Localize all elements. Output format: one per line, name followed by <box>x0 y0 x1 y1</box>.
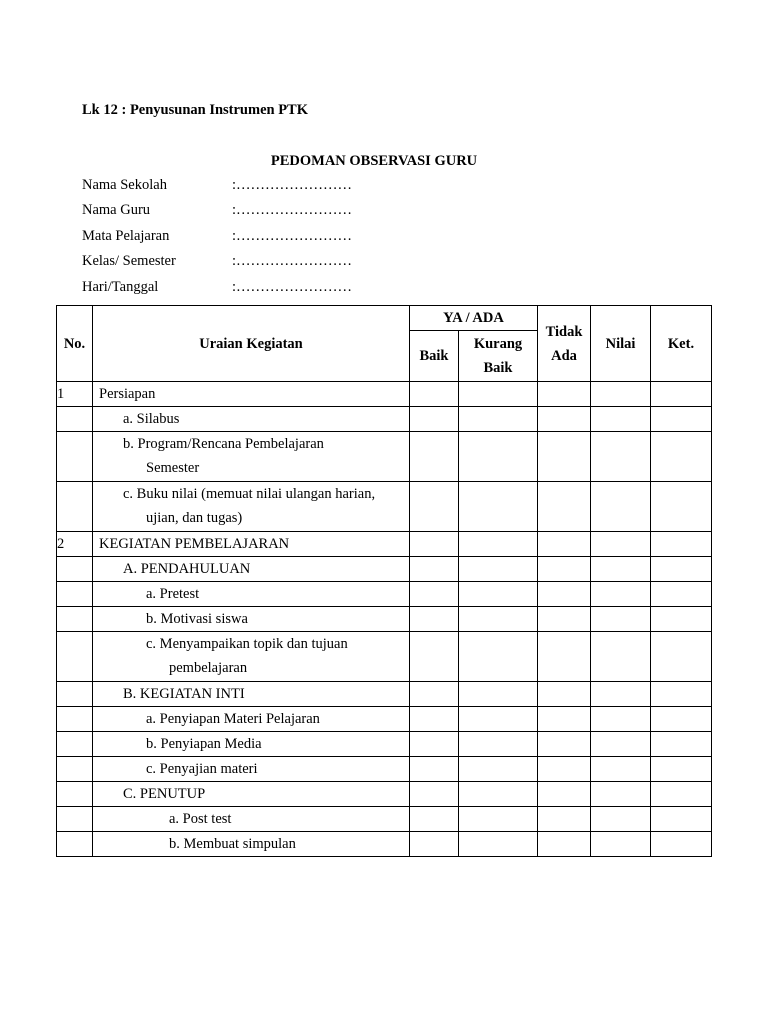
row-activity-text: b. Motivasi siswa <box>146 611 248 627</box>
row-number <box>57 482 93 532</box>
row-number <box>57 407 93 432</box>
row-activity <box>93 707 410 732</box>
table-row <box>57 832 712 857</box>
row-activity-text: c. Menyampaikan topik dan tujuan <box>146 636 348 652</box>
row-activity-text: b. Membuat simpulan <box>169 836 296 852</box>
header-tidak-ada-line2: Ada <box>551 347 577 364</box>
row-activity <box>93 482 410 532</box>
cell-ket[interactable] <box>651 407 712 432</box>
row-number: 1 <box>57 382 93 407</box>
cell-ket[interactable] <box>651 532 712 557</box>
cell-baik[interactable] <box>410 482 459 532</box>
row-activity-text: a. Silabus <box>123 411 180 427</box>
cell-baik[interactable] <box>410 807 459 832</box>
cell-nilai[interactable] <box>591 757 651 782</box>
field-label: Hari/Tanggal <box>82 279 159 295</box>
table-row <box>57 557 712 582</box>
cell-baik[interactable] <box>410 432 459 482</box>
row-activity-text: B. KEGIATAN INTI <box>123 686 245 702</box>
cell-kurang-baik[interactable] <box>459 757 538 782</box>
row-activity-text-cont: pembelajaran <box>169 660 248 676</box>
table-row <box>57 382 712 407</box>
cell-nilai[interactable] <box>591 807 651 832</box>
cell-tidak-ada[interactable] <box>538 732 591 757</box>
row-number: 2 <box>57 532 93 557</box>
cell-nilai[interactable] <box>591 582 651 607</box>
table-row <box>57 482 712 532</box>
cell-kurang-baik[interactable] <box>459 807 538 832</box>
cell-baik[interactable] <box>410 557 459 582</box>
cell-tidak-ada[interactable] <box>538 707 591 732</box>
field-value: :…………………… <box>232 228 353 244</box>
header-baik: Baik <box>410 331 459 382</box>
cell-nilai[interactable] <box>591 782 651 807</box>
table-row <box>57 807 712 832</box>
cell-nilai[interactable] <box>591 557 651 582</box>
row-number <box>57 757 93 782</box>
cell-ket[interactable] <box>651 632 712 682</box>
table-row <box>57 607 712 632</box>
cell-tidak-ada[interactable] <box>538 832 591 857</box>
row-number <box>57 557 93 582</box>
cell-ket[interactable] <box>651 732 712 757</box>
cell-kurang-baik[interactable] <box>459 407 538 432</box>
header-kurang-baik-line2: Baik <box>483 360 513 376</box>
row-activity <box>93 682 410 707</box>
table-row <box>57 732 712 757</box>
row-activity-text-cont: ujian, dan tugas) <box>146 510 243 526</box>
row-activity <box>93 557 410 582</box>
row-number <box>57 832 93 857</box>
header-tidak-ada-line1: Tidak <box>545 323 583 340</box>
table-row <box>57 682 712 707</box>
table-row <box>57 707 712 732</box>
cell-tidak-ada[interactable] <box>538 682 591 707</box>
cell-kurang-baik[interactable] <box>459 782 538 807</box>
row-activity-text: a. Post test <box>169 811 232 827</box>
cell-kurang-baik[interactable] <box>459 682 538 707</box>
header-ket: Ket. <box>651 306 712 382</box>
cell-nilai[interactable] <box>591 382 651 407</box>
row-activity-text: b. Program/Rencana Pembelajaran <box>123 436 324 452</box>
cell-ket[interactable] <box>651 607 712 632</box>
row-activity-text: a. Penyiapan Materi Pelajaran <box>146 711 320 727</box>
row-number <box>57 607 93 632</box>
cell-kurang-baik[interactable] <box>459 732 538 757</box>
header-uraian-kegiatan: Uraian Kegiatan <box>93 306 410 382</box>
row-activity-text-cont: Semester <box>146 460 200 476</box>
row-number <box>57 807 93 832</box>
worksheet-heading: Lk 12 : Penyusunan Instrumen PTK <box>82 102 309 118</box>
header-kurang-baik-line1: Kurang <box>473 336 523 352</box>
row-activity <box>93 582 410 607</box>
row-activity <box>93 532 410 557</box>
header-tidak-ada <box>538 306 591 382</box>
row-number <box>57 632 93 682</box>
cell-ket[interactable] <box>651 432 712 482</box>
cell-tidak-ada[interactable] <box>538 582 591 607</box>
header-kurang-baik <box>459 331 538 382</box>
row-activity-text: Persiapan <box>99 386 156 402</box>
cell-baik[interactable] <box>410 732 459 757</box>
cell-kurang-baik[interactable] <box>459 382 538 407</box>
cell-baik[interactable] <box>410 632 459 682</box>
cell-ket[interactable] <box>651 582 712 607</box>
field-value: :…………………… <box>232 253 353 269</box>
row-number <box>57 707 93 732</box>
cell-nilai[interactable] <box>591 832 651 857</box>
cell-tidak-ada[interactable] <box>538 407 591 432</box>
cell-kurang-baik[interactable] <box>459 707 538 732</box>
row-activity <box>93 432 410 482</box>
cell-ket[interactable] <box>651 832 712 857</box>
cell-tidak-ada[interactable] <box>538 757 591 782</box>
cell-baik[interactable] <box>410 757 459 782</box>
row-activity <box>93 732 410 757</box>
cell-nilai[interactable] <box>591 407 651 432</box>
cell-kurang-baik[interactable] <box>459 532 538 557</box>
header-no: No. <box>57 306 93 382</box>
cell-baik[interactable] <box>410 707 459 732</box>
table-row <box>57 782 712 807</box>
cell-baik[interactable] <box>410 407 459 432</box>
row-activity-text: c. Penyajian materi <box>146 761 258 777</box>
table-row <box>57 757 712 782</box>
field-value: :…………………… <box>232 202 353 218</box>
field-label: Nama Guru <box>82 202 151 218</box>
cell-nilai[interactable] <box>591 732 651 757</box>
table-row <box>57 432 712 482</box>
table-row <box>57 582 712 607</box>
cell-baik[interactable] <box>410 532 459 557</box>
cell-nilai[interactable] <box>591 707 651 732</box>
cell-tidak-ada[interactable] <box>538 382 591 407</box>
field-label: Nama Sekolah <box>82 177 167 193</box>
row-activity <box>93 607 410 632</box>
row-activity-text: c. Buku nilai (memuat nilai ulangan harian, <box>123 486 376 502</box>
observation-table <box>56 305 712 857</box>
cell-baik[interactable] <box>410 682 459 707</box>
row-activity <box>93 782 410 807</box>
cell-ket[interactable] <box>651 382 712 407</box>
cell-kurang-baik[interactable] <box>459 557 538 582</box>
row-number <box>57 432 93 482</box>
cell-nilai[interactable] <box>591 482 651 532</box>
row-activity-text: C. PENUTUP <box>123 786 206 802</box>
cell-nilai[interactable] <box>591 632 651 682</box>
cell-nilai[interactable] <box>591 607 651 632</box>
cell-kurang-baik[interactable] <box>459 432 538 482</box>
field-value: :…………………… <box>232 279 353 295</box>
cell-kurang-baik[interactable] <box>459 482 538 532</box>
cell-ket[interactable] <box>651 782 712 807</box>
cell-baik[interactable] <box>410 832 459 857</box>
field-value: :…………………… <box>232 177 353 193</box>
cell-baik[interactable] <box>410 582 459 607</box>
cell-tidak-ada[interactable] <box>538 807 591 832</box>
cell-ket[interactable] <box>651 757 712 782</box>
cell-nilai[interactable] <box>591 432 651 482</box>
cell-kurang-baik[interactable] <box>459 582 538 607</box>
cell-tidak-ada[interactable] <box>538 782 591 807</box>
cell-tidak-ada[interactable] <box>538 482 591 532</box>
cell-nilai[interactable] <box>591 682 651 707</box>
table-row <box>57 632 712 682</box>
row-number <box>57 732 93 757</box>
row-activity <box>93 832 410 857</box>
cell-ket[interactable] <box>651 557 712 582</box>
cell-tidak-ada[interactable] <box>538 432 591 482</box>
cell-ket[interactable] <box>651 482 712 532</box>
row-activity <box>93 382 410 407</box>
row-number <box>57 682 93 707</box>
cell-baik[interactable] <box>410 607 459 632</box>
row-number <box>57 782 93 807</box>
row-activity-text: a. Pretest <box>146 586 200 602</box>
cell-kurang-baik[interactable] <box>459 607 538 632</box>
row-activity <box>93 632 410 682</box>
header-ya-ada: YA / ADA <box>410 306 538 331</box>
table-row <box>57 407 712 432</box>
row-activity <box>93 407 410 432</box>
row-activity-text: b. Penyiapan Media <box>146 736 262 752</box>
cell-kurang-baik[interactable] <box>459 632 538 682</box>
row-activity-text: A. PENDAHULUAN <box>123 561 251 577</box>
row-number <box>57 582 93 607</box>
cell-ket[interactable] <box>651 807 712 832</box>
cell-baik[interactable] <box>410 382 459 407</box>
field-label: Kelas/ Semester <box>82 253 176 269</box>
cell-tidak-ada[interactable] <box>538 532 591 557</box>
row-activity-text: KEGIATAN PEMBELAJARAN <box>99 536 290 552</box>
cell-baik[interactable] <box>410 782 459 807</box>
row-activity <box>93 807 410 832</box>
cell-tidak-ada[interactable] <box>538 557 591 582</box>
cell-ket[interactable] <box>651 707 712 732</box>
table-row <box>57 532 712 557</box>
row-activity <box>93 757 410 782</box>
cell-tidak-ada[interactable] <box>538 607 591 632</box>
cell-kurang-baik[interactable] <box>459 832 538 857</box>
field-label: Mata Pelajaran <box>82 228 170 244</box>
table-header-row <box>57 306 712 331</box>
cell-nilai[interactable] <box>591 532 651 557</box>
cell-tidak-ada[interactable] <box>538 632 591 682</box>
document-title: PEDOMAN OBSERVASI GURU <box>270 153 478 169</box>
header-nilai: Nilai <box>591 306 651 382</box>
cell-ket[interactable] <box>651 682 712 707</box>
